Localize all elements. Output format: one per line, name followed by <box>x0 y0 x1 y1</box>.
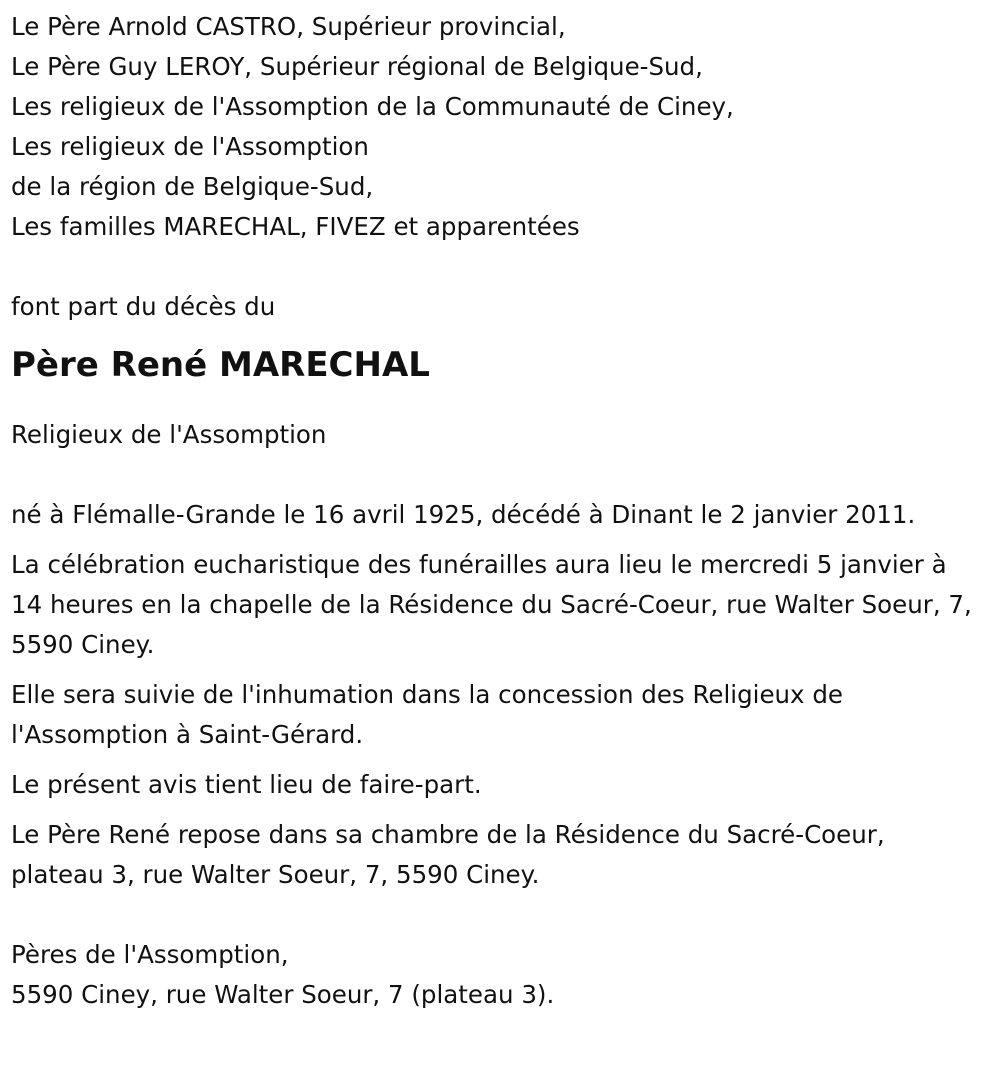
detail-paragraph: Le Père René repose dans sa chambre de la Résidence du Sacré-Coeur, plateau 3, rue Walter Soeur, 7, 5590 Ciney. <box>11 820 885 889</box>
footer-line: 5590 Ciney, rue Walter Soeur, 7 (plateau 3). <box>11 980 555 1009</box>
sender-line: Le Père Arnold CASTRO, Supérieur provincial, <box>11 12 566 41</box>
death-notice <box>11 7 981 1015</box>
senders-block <box>11 7 981 247</box>
detail-paragraph: né à Flémalle-Grande le 16 avril 1925, décédé à Dinant le 2 janvier 2011. <box>11 500 916 529</box>
footer-block <box>11 935 981 1015</box>
detail-paragraph: Elle sera suivie de l'inhumation dans la concession des Religieux de l'Assomption à Saint-Gérard. <box>11 680 843 749</box>
detail-paragraph: Le présent avis tient lieu de faire-part. <box>11 770 482 799</box>
spacer <box>11 895 981 935</box>
footer-line: Pères de l'Assomption, <box>11 940 289 969</box>
spacer <box>11 455 981 495</box>
details-block <box>11 495 981 895</box>
detail-paragraph: La célébration eucharistique des funérailles aura lieu le mercredi 5 janvier à 14 heures en la chapelle de la Résidence du Sacré-Coeur, rue Walter Soeur, 7, 5590 Ciney. <box>11 550 972 659</box>
deceased-title: Religieux de l'Assomption <box>11 420 327 449</box>
spacer <box>11 389 981 415</box>
sender-line: de la région de Belgique-Sud, <box>11 172 374 201</box>
announcement-text: font part du décès du <box>11 292 276 321</box>
sender-line: Les familles MARECHAL, FIVEZ et apparentées <box>11 212 580 241</box>
sender-line: Le Père Guy LEROY, Supérieur régional de Belgique-Sud, <box>11 52 703 81</box>
sender-line: Les religieux de l'Assomption de la Communauté de Ciney, <box>11 92 734 121</box>
deceased-name: Père René MARECHAL <box>11 345 430 385</box>
spacer <box>11 247 981 287</box>
sender-line: Les religieux de l'Assomption <box>11 132 369 161</box>
